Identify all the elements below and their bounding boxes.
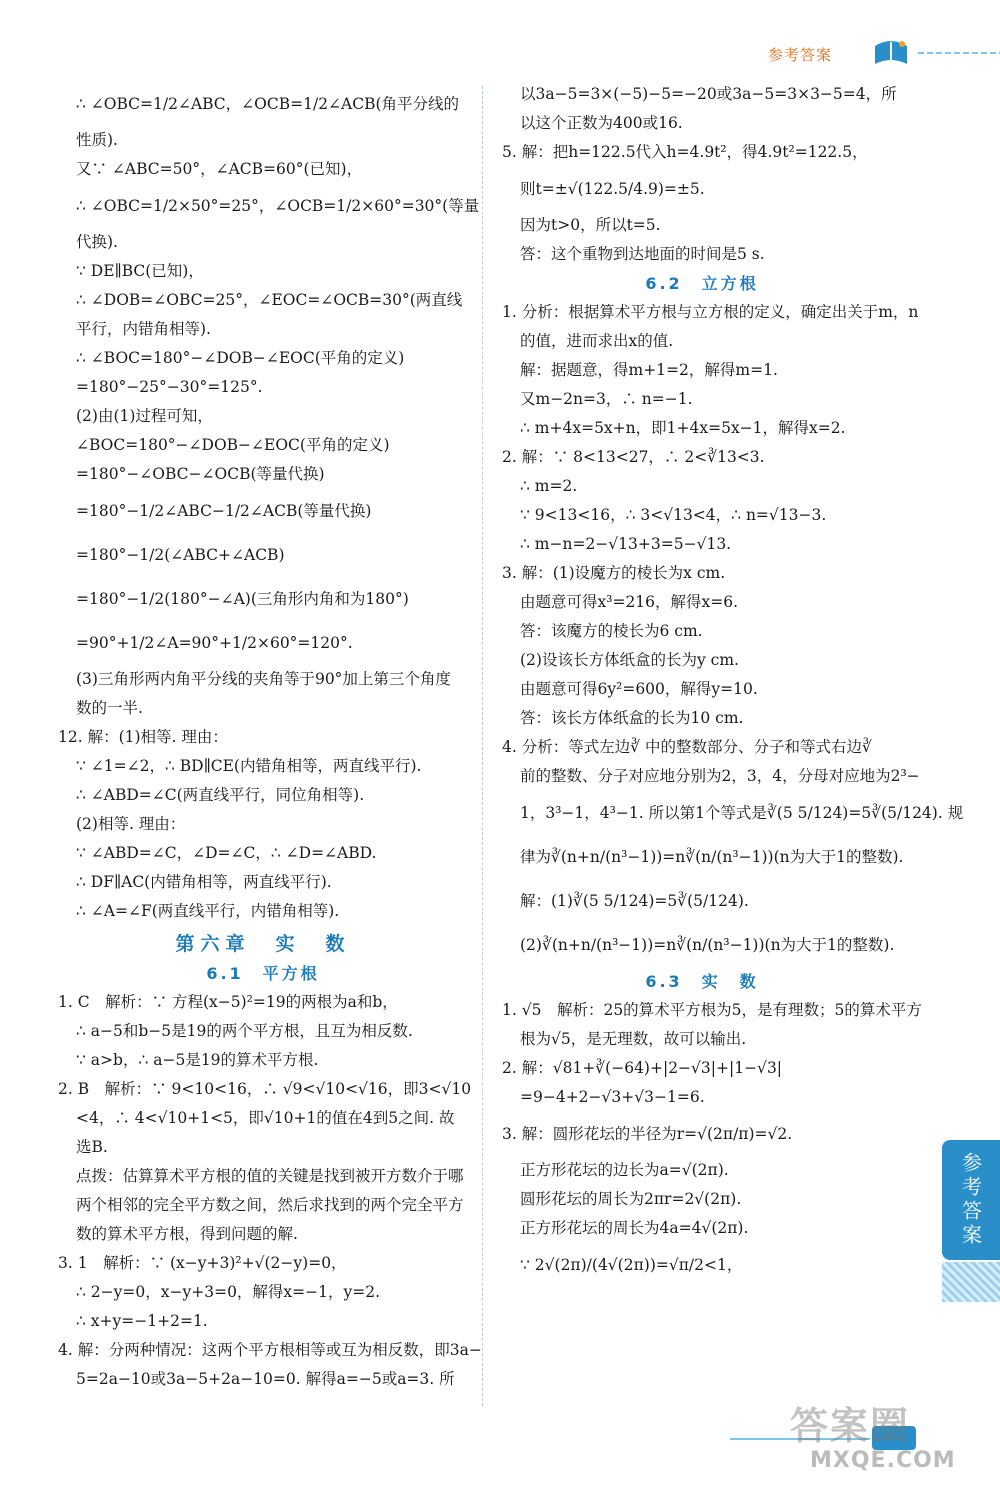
text-line: 又∵ ∠ABC=50°，∠ACB=60°(已知)，: [76, 160, 363, 178]
text-line: 根为√5，是无理数，故可以输出.: [520, 1030, 747, 1048]
text-line: 12. 解：(1)相等. 理由：: [58, 728, 228, 746]
text-line: =180°−1/2∠ABC−1/2∠ACB(等量代换): [76, 502, 372, 520]
text-line: 则t=±√(122.5/4.9)=±5.: [520, 180, 705, 198]
text-line: ∴ a−5和b−5是19的两个平方根，且互为相反数.: [76, 1022, 413, 1040]
text-line: ∴ DF∥AC(内错角相等，两直线平行).: [76, 873, 332, 891]
text-line: =90°+1/2∠A=90°+1/2×60°=120°.: [76, 634, 353, 652]
text-line: ∵ 2√(2π)/(4√(2π))=√π/2<1，: [520, 1256, 743, 1274]
text-line: 1. C 解析：∵ 方程(x−5)²=19的两根为a和b，: [58, 993, 398, 1011]
side-tab-answers: 参考答案: [942, 1140, 1000, 1260]
text-line: 数的算术平方根，得到问题的解.: [76, 1225, 298, 1243]
text-line: =180°−1/2(∠ABC+∠ACB): [76, 546, 285, 564]
text-line: 2. 解：∵ 8<13<27，∴ 2<∛13<3.: [502, 448, 765, 466]
text-line: 律为∛(n+n/(n³−1))=n∛(n/(n³−1))(n为大于1的整数).: [520, 848, 904, 866]
text-line: ∴ x+y=−1+2=1.: [76, 1312, 208, 1330]
text-line: 4. 分析：等式左边∛ 中的整数部分、分子和等式右边∛: [502, 738, 872, 756]
text-line: ∵ a>b，∴ a−5是19的算术平方根.: [76, 1051, 319, 1069]
text-line: 解：据题意，得m+1=2，解得m=1.: [520, 361, 778, 379]
text-line: =180°−25°−30°=125°.: [76, 378, 263, 396]
text-line: 1. √5 解析：25的算术平方根为5，是有理数；5的算术平方: [502, 1001, 922, 1019]
text-line: =180°−1/2(180°−∠A)(三角形内角和为180°): [76, 590, 409, 608]
book-logo-icon: [872, 38, 910, 68]
text-line: 圆形花坛的周长为2πr=2√(2π).: [520, 1190, 742, 1208]
section-heading: 6.3 实 数: [645, 972, 759, 991]
text-line: 2. B 解析：∵ 9<10<16，∴ √9<√10<√16，即3<√10: [58, 1080, 472, 1098]
text-line: 选B.: [76, 1138, 108, 1156]
text-line: 的值，进而求出x的值.: [520, 332, 674, 350]
text-line: ∴ m=2.: [520, 477, 578, 495]
text-line: 解：(1)∛(5 5/124)=5∛(5/124).: [520, 892, 749, 910]
text-line: ∠BOC=180°−∠DOB−∠EOC(平角的定义): [76, 436, 390, 454]
text-line: 性质).: [76, 131, 118, 149]
text-line: <4，∴ 4<√10+1<5，即√10+1的值在4到5之间. 故: [76, 1109, 455, 1127]
text-line: ∴ ∠OBC=1/2×50°=25°，∠OCB=1/2×60°=30°(等量: [76, 197, 480, 215]
text-line: (2)∛(n+n/(n³−1))=n∛(n/(n³−1))(n为大于1的整数).: [520, 936, 895, 954]
text-line: 前的整数、分子对应地分别为2，3，4，分母对应地为2³−: [520, 767, 920, 785]
text-line: 1. 分析：根据算术平方根与立方根的定义，确定出关于m，n: [502, 303, 919, 321]
text-line: 点拨：估算算术平方根的值的关键是找到被开方数介于哪: [76, 1167, 464, 1185]
text-line: (2)相等. 理由：: [76, 815, 186, 833]
text-line: 数的一半.: [76, 699, 143, 717]
text-line: 5=2a−10或3a−5+2a−10=0. 解得a=−5或a=3. 所: [76, 1370, 455, 1388]
header-rule: [918, 52, 1000, 54]
text-line: ∴ m−n=2−√13+3=5−√13.: [520, 535, 732, 553]
text-line: 3. 1 解析：∵ (x−y+3)²+√(2−y)=0，: [58, 1254, 347, 1272]
text-line: ∴ ∠BOC=180°−∠DOB−∠EOC(平角的定义): [76, 349, 405, 367]
text-line: ∴ ∠DOB=∠OBC=25°，∠EOC=∠OCB=30°(两直线: [76, 291, 463, 309]
section-heading: 第六章 实 数: [175, 933, 351, 955]
text-line: 3. 解：圆形花坛的半径为r=√(2π/π)=√2.: [502, 1125, 793, 1143]
text-line: ∵ DE∥BC(已知)，: [76, 262, 204, 280]
text-line: 因为t>0，所以t=5.: [520, 216, 661, 234]
text-line: ∴ ∠A=∠F(两直线平行，内错角相等).: [76, 902, 340, 920]
text-line: ∴ 2−y=0，x−y+3=0，解得x=−1，y=2.: [76, 1283, 381, 1301]
text-line: ∴ m+4x=5x+n，即1+4x=5x−1，解得x=2.: [520, 419, 846, 437]
text-line: =9−4+2−√3+√3−1=6.: [520, 1088, 705, 1106]
text-line: 正方形花坛的边长为a=√(2π).: [520, 1161, 729, 1179]
text-line: 3. 解：(1)设魔方的棱长为x cm.: [502, 564, 726, 582]
text-line: 4. 解：分两种情况：这两个平方根相等或互为相反数，即3a−: [58, 1341, 482, 1359]
text-line: (2)由(1)过程可知，: [76, 407, 213, 425]
text-line: ∵ ∠ABD=∠C，∠D=∠C，∴ ∠D=∠ABD.: [76, 844, 377, 862]
text-line: 代换).: [76, 233, 118, 251]
text-line: ∵ 9<13<16，∴ 3<√13<4，∴ n=√13−3.: [520, 506, 827, 524]
text-line: (3)三角形两内角平分线的夹角等于90°加上第三个角度: [76, 670, 451, 688]
text-line: 平行，内错角相等).: [76, 320, 211, 338]
text-line: 由题意可得6y²=600，解得y=10.: [520, 680, 758, 698]
watermark-logo: 答案圈: [790, 1404, 911, 1448]
text-line: 正方形花坛的周长为4a=4√(2π).: [520, 1219, 749, 1237]
text-line: 又m−2n=3，∴ n=−1.: [520, 390, 693, 408]
watermark-url: MXQE.COM: [810, 1448, 956, 1473]
side-tab-pattern: [942, 1262, 1000, 1302]
text-line: (2)设该长方体纸盒的长为y cm.: [520, 651, 739, 669]
text-line: 两个相邻的完全平方数之间，然后求找到的两个完全平方: [76, 1196, 464, 1214]
page-header: [740, 38, 1000, 80]
right-column: [502, 80, 964, 1287]
text-line: 1，3³−1，4³−1. 所以第1个等式是∛(5 5/124)=5∛(5/124). 规: [520, 804, 964, 822]
text-line: ∴ ∠ABD=∠C(两直线平行，同位角相等).: [76, 786, 365, 804]
section-heading: 6.1 平方根: [206, 964, 320, 983]
text-line: 答：该长方体纸盒的长为10 cm.: [520, 709, 744, 727]
text-line: 2. 解：√81+∛(−64)+|2−√3|+|1−√3|: [502, 1059, 783, 1077]
text-line: =180°−∠OBC−∠OCB(等量代换): [76, 465, 325, 483]
text-line: 答：这个重物到达地面的时间是5 s.: [520, 245, 765, 263]
left-column: [58, 82, 482, 1394]
text-line: ∴ ∠OBC=1/2∠ABC，∠OCB=1/2∠ACB(角平分线的: [76, 95, 460, 113]
text-line: 以3a−5=3×(−5)−5=−20或3a−5=3×3−5=4，所: [520, 85, 897, 103]
column-divider: [482, 86, 483, 1406]
text-line: 答：该魔方的棱长为6 cm.: [520, 622, 703, 640]
text-line: 由题意可得x³=216，解得x=6.: [520, 593, 739, 611]
header-label: 参考答案: [768, 46, 833, 64]
text-line: 以这个正数为400或16.: [520, 114, 683, 132]
section-heading: 6.2 立方根: [645, 274, 759, 293]
text-line: ∵ ∠1=∠2，∴ BD∥CE(内错角相等，两直线平行).: [76, 757, 422, 775]
text-line: 5. 解：把h=122.5代入h=4.9t²，得4.9t²=122.5，: [502, 143, 868, 161]
